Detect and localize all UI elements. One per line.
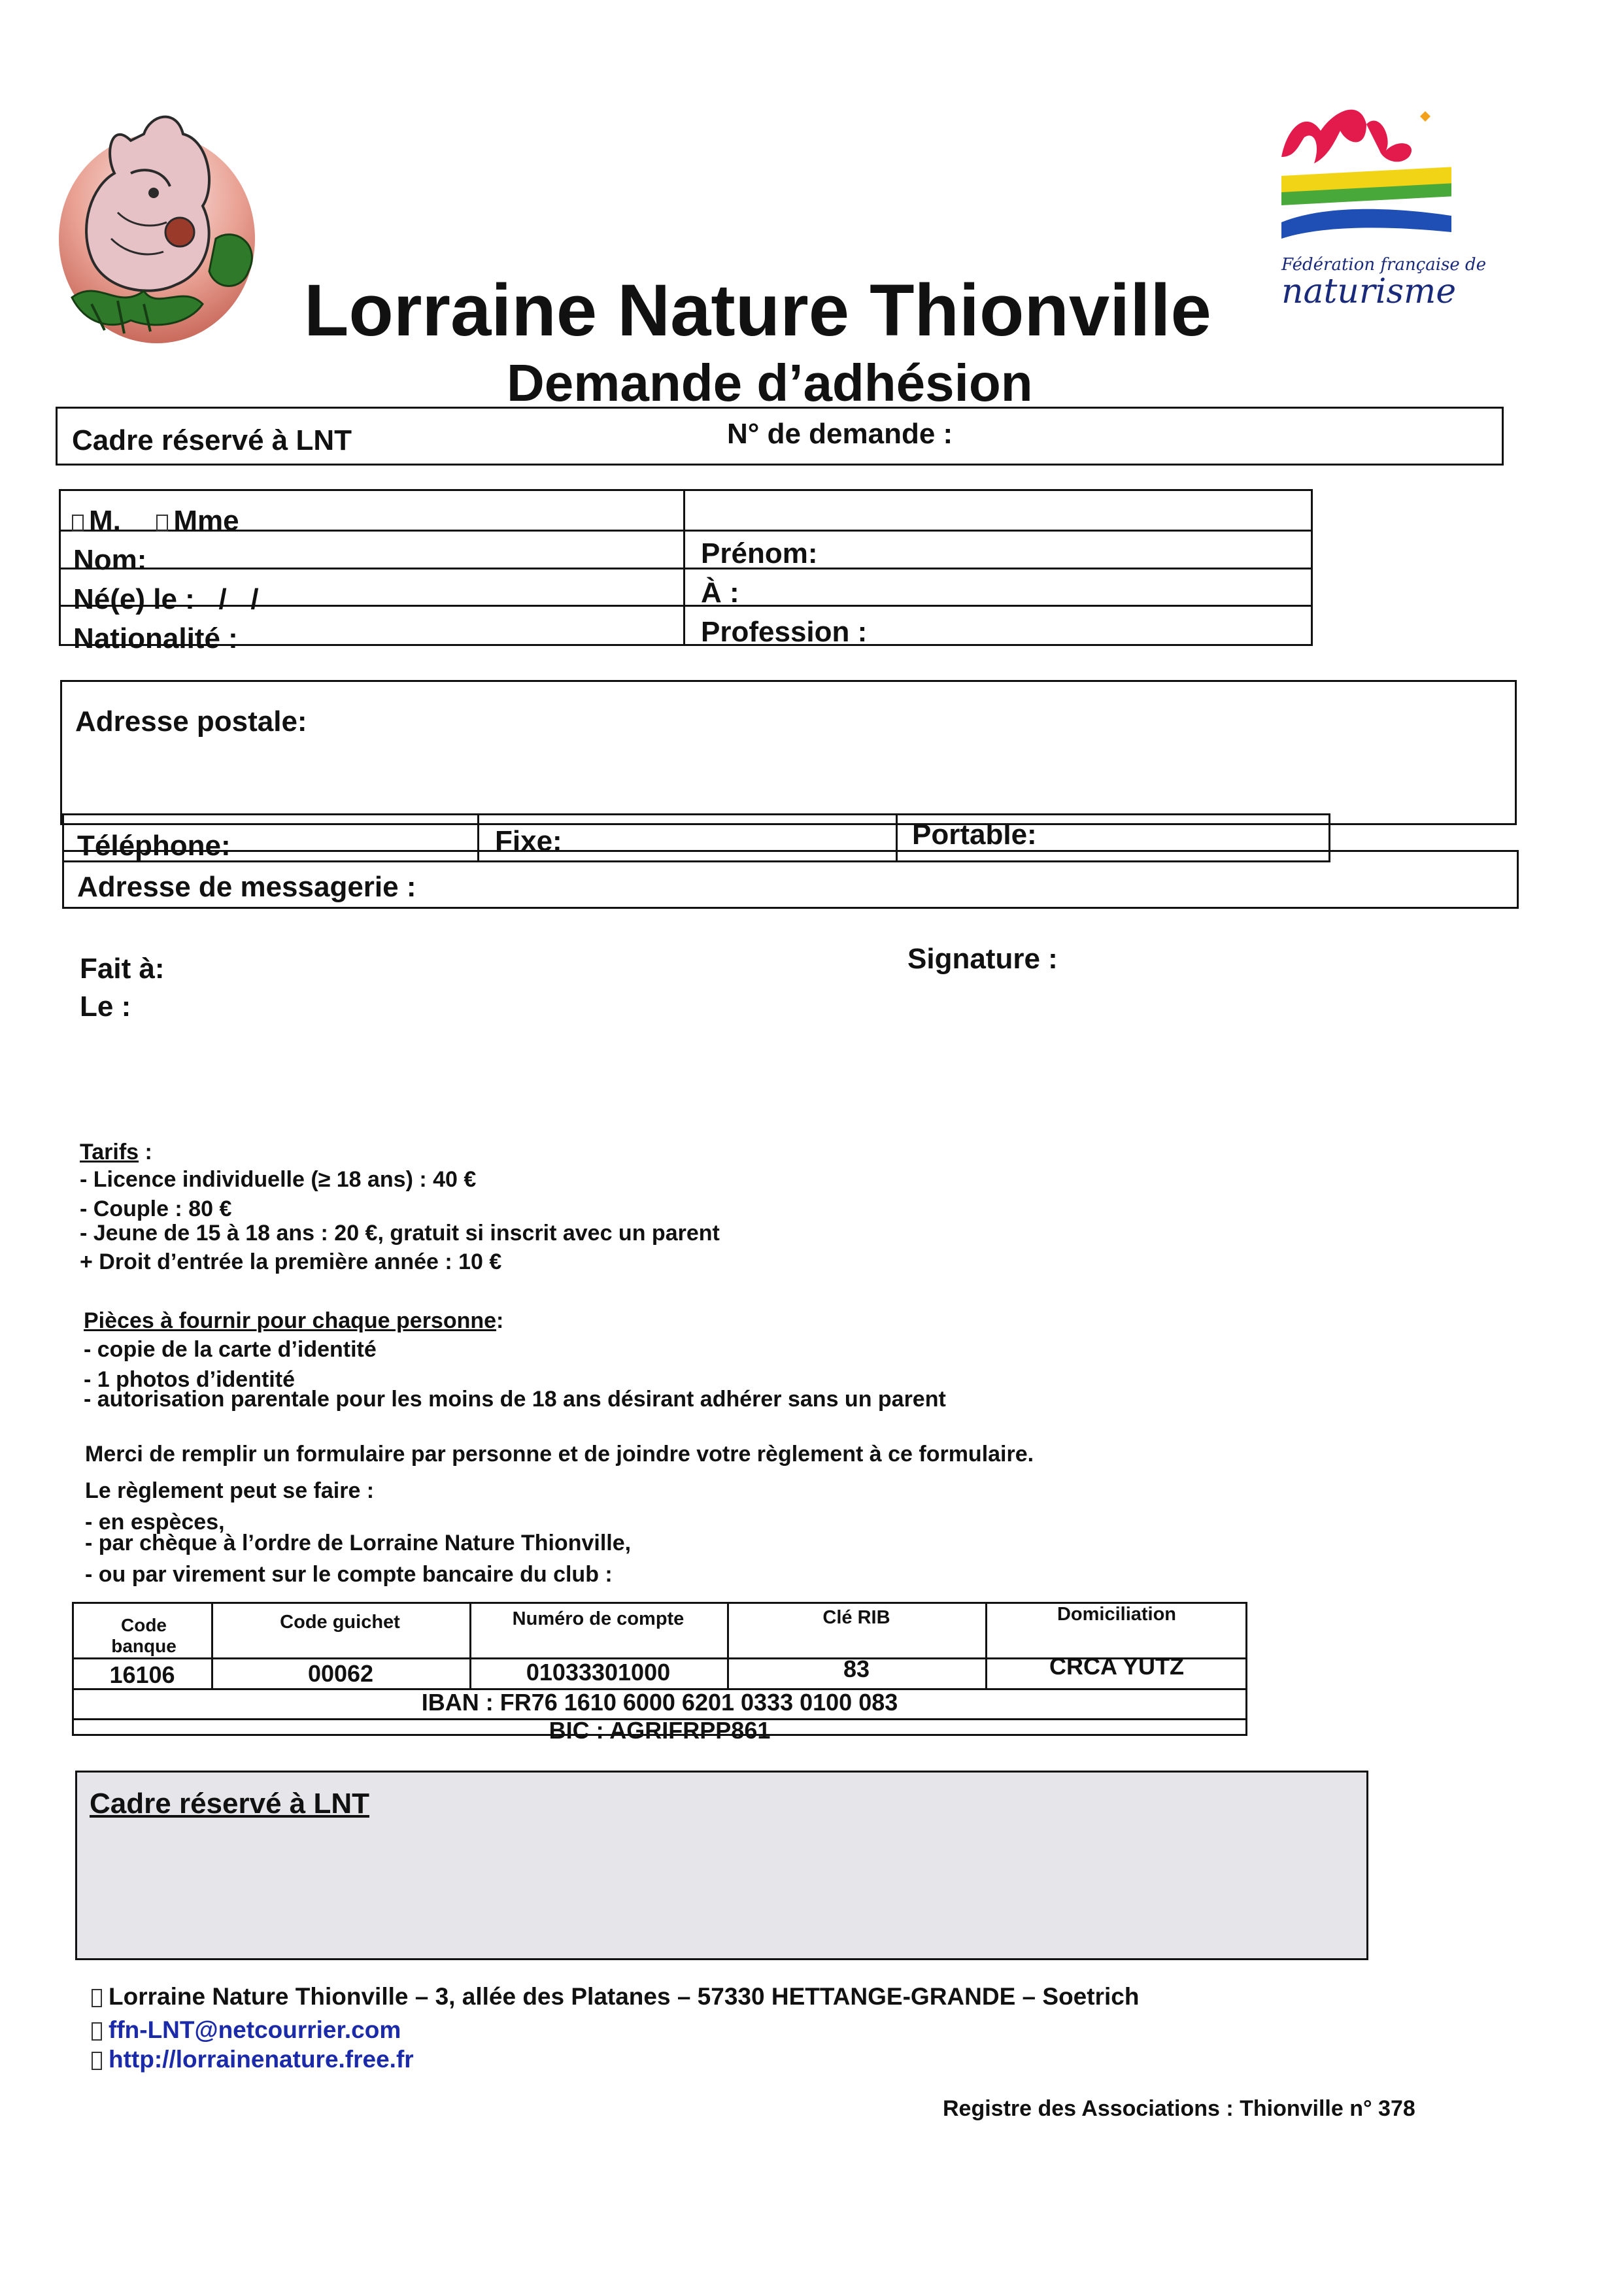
address-label: Adresse postale: bbox=[75, 705, 307, 738]
bank-header-cell: Domiciliation bbox=[1057, 1604, 1177, 1625]
iban-value: IBAN : FR76 1610 6000 6201 0333 0100 083 bbox=[421, 1689, 898, 1716]
bank-header-cell: Clé RIB bbox=[822, 1607, 890, 1628]
bank-header-cell: Numéro de compte bbox=[512, 1608, 685, 1629]
pieces-line: - copie de la carte d’identité bbox=[84, 1337, 377, 1362]
birthplace-field[interactable]: À : bbox=[701, 577, 739, 609]
telephone-label: Téléphone: bbox=[77, 830, 231, 862]
civility-m-label: M. bbox=[89, 505, 121, 537]
address-icon bbox=[92, 1989, 102, 2007]
pieces-line: - 1 photos d’identité bbox=[84, 1367, 295, 1392]
bank-value-cell: 00062 bbox=[307, 1660, 374, 1687]
portable-field[interactable]: Portable: bbox=[912, 819, 1037, 851]
payment-line: - ou par virement sur le compte bancaire du club : bbox=[85, 1562, 613, 1587]
email-icon bbox=[92, 2022, 102, 2041]
payment-line: Merci de remplir un formulaire par personne et de joindre votre règlement à ce formulaire. bbox=[85, 1442, 1034, 1467]
footer-email-link[interactable]: ffn-LNT@netcourrier.com bbox=[109, 2016, 401, 2043]
footer-website-link[interactable]: http://lorrainenature.free.fr bbox=[109, 2046, 414, 2073]
pieces-line: - autorisation parentale pour les moins de 18 ans désirant adhérer sans un parent bbox=[84, 1387, 946, 1412]
ffn-logo-image bbox=[1268, 85, 1491, 255]
reserved-top-label: Cadre réservé à LNT bbox=[72, 424, 352, 456]
bank-header-cell: Code banque bbox=[111, 1615, 177, 1657]
payment-line: - en espèces, bbox=[85, 1510, 225, 1535]
signature-label: Signature : bbox=[907, 943, 1058, 975]
page-subtitle: Demande d’adhésion bbox=[507, 354, 1033, 412]
nationality-field[interactable]: Nationalité : bbox=[73, 622, 238, 654]
fixe-field[interactable]: Fixe: bbox=[495, 825, 562, 857]
tarif-line: - Licence individuelle (≥ 18 ans) : 40 € bbox=[80, 1167, 477, 1192]
registry-text: Registre des Associations : Thionville n° 378 bbox=[943, 2096, 1415, 2121]
payment-line: Le règlement peut se faire : bbox=[85, 1478, 375, 1503]
page-title: Lorraine Nature Thionville bbox=[304, 269, 1211, 351]
civility-mme-label: Mme bbox=[173, 505, 239, 537]
footer-email-line bbox=[92, 2016, 401, 2045]
fait-a-label: Fait à: bbox=[80, 953, 165, 985]
birthdate-field[interactable]: Né(e) le : / / bbox=[73, 583, 259, 615]
bank-header-cell: Code guichet bbox=[280, 1612, 400, 1633]
nom-field[interactable]: Nom: bbox=[73, 544, 147, 576]
reserved-bottom-label: Cadre réservé à LNT bbox=[90, 1788, 369, 1820]
civility-options bbox=[72, 507, 239, 535]
le-label: Le : bbox=[80, 991, 131, 1023]
bank-value-cell: CRCA YUTZ bbox=[1049, 1653, 1184, 1680]
tarif-line: + Droit d’entrée la première année : 10 € bbox=[80, 1249, 502, 1274]
prenom-field[interactable]: Prénom: bbox=[701, 537, 818, 569]
civility-m-checkbox[interactable] bbox=[72, 515, 84, 532]
bank-value-cell: 83 bbox=[843, 1655, 870, 1682]
profession-field[interactable]: Profession : bbox=[701, 616, 868, 648]
payment-line: - par chèque à l’ordre de Lorraine Nature Thionville, bbox=[85, 1531, 632, 1555]
website-icon bbox=[92, 2052, 102, 2070]
tarifs-heading: Tarifs : bbox=[80, 1140, 152, 1164]
civility-mme-checkbox[interactable] bbox=[156, 515, 168, 532]
request-number-label: N° de demande : bbox=[727, 418, 953, 450]
ffn-logo-text: Fédération française de naturisme bbox=[1281, 255, 1487, 311]
footer-address-line: Lorraine Nature Thionville – 3, allée des Platanes – 57330 HETTANGE-GRANDE – Soetrich bbox=[92, 1982, 1139, 2011]
bank-value-cell: 16106 bbox=[109, 1661, 175, 1688]
address-box[interactable] bbox=[60, 680, 1517, 825]
email-label: Adresse de messagerie : bbox=[77, 871, 416, 903]
pieces-heading: Pièces à fournir pour chaque personne: bbox=[84, 1308, 504, 1333]
bic-value: BIC : AGRIFRPP861 bbox=[549, 1717, 771, 1744]
bank-value-cell: 01033301000 bbox=[526, 1659, 671, 1686]
lnt-logo-image bbox=[52, 95, 288, 343]
tarif-line: - Jeune de 15 à 18 ans : 20 €, gratuit si inscrit avec un parent bbox=[80, 1221, 720, 1246]
footer-website-line bbox=[92, 2045, 414, 2074]
tarif-line: - Couple : 80 € bbox=[80, 1196, 232, 1221]
